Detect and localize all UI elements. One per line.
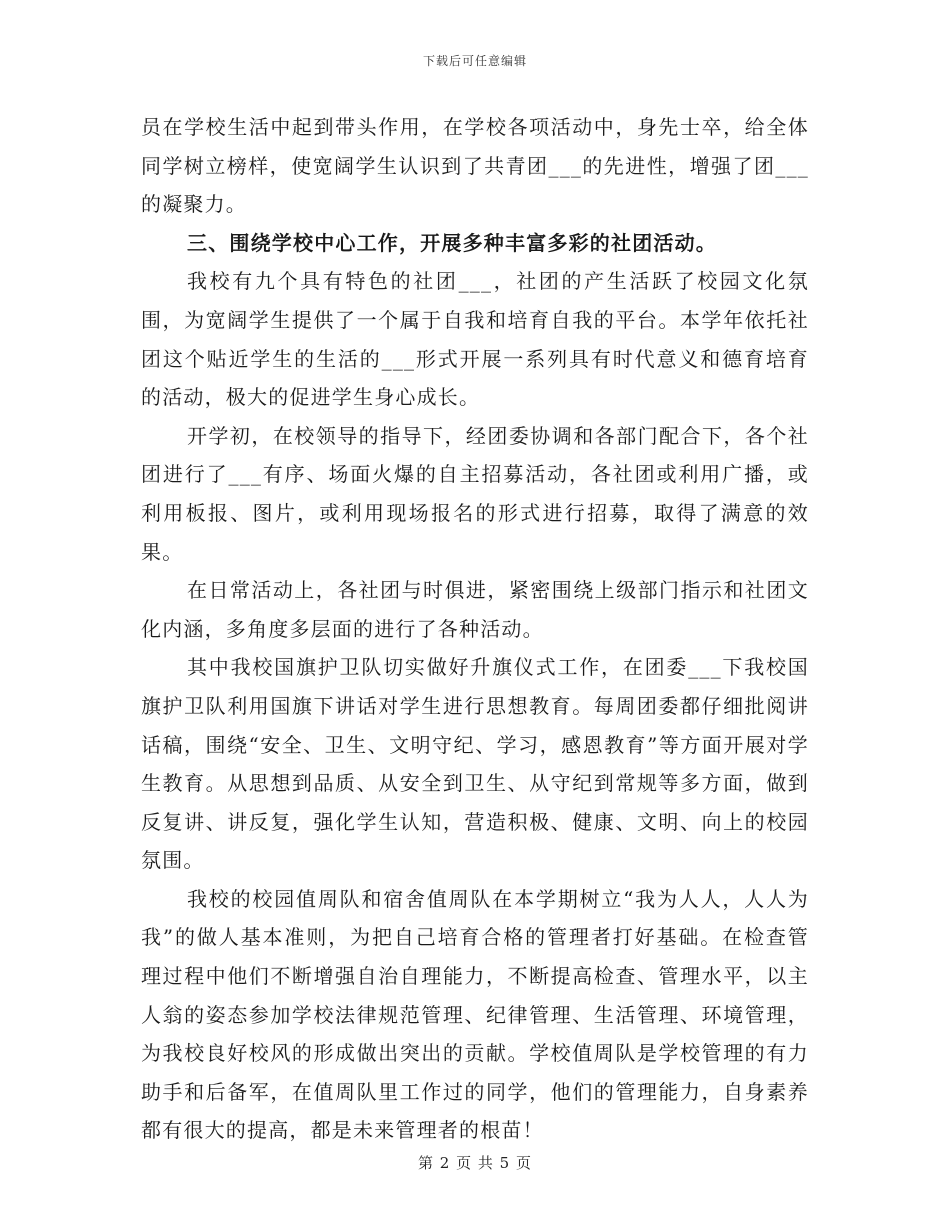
paragraph-recruitment: 开学初，在校领导的指导下，经团委协调和各部门配合下，各个社团进行了___有序、场面火爆的自主招募活动，各社团或利用广播，或利用板报、图片，或利用现场报名的形式进行招募，取得了满意的效果。 xyxy=(141,423,809,564)
document-body xyxy=(141,108,809,1150)
section-heading-3: 三、围绕学校中心工作，开展多种丰富多彩的社团活动。 xyxy=(187,230,717,255)
paragraph-clubs-intro: 我校有九个具有特色的社团___，社团的产生活跃了校园文化氛围，为宽阔学生提供了一个属于自我和培育自我的平台。本学年依托社团这个贴近学生的生活的___形式开展一系列具有时代意义和德育培育的活动，极大的促进学生身心成长。 xyxy=(141,269,809,410)
page-number-footer: 第 2 页 共 5 页 xyxy=(418,1154,532,1172)
paragraph-flag-guard: 其中我校国旗护卫队切实做好升旗仪式工作，在团委___下我校国旗护卫队利用国旗下讲话对学生进行思想教育。每周团委都仔细批阅讲话稿，围绕“安全、卫生、文明守纪、学习，感恩教育”等方面开展对学生教育。从思想到品质、从安全到卫生、从守纪到常规等多方面，做到反复讲、讲反复，强化学生认知，营造积极、健康、文明、向上的校园氛围。 xyxy=(141,655,809,873)
paragraph-duty-team: 我校的校园值周队和宿舍值周队在本学期树立“我为人人，人人为我”的做人基本准则，为把自己培育合格的管理者打好基础。在检查管理过程中他们不断增强自治自理能力，不断提高检查、管理水平，以主人翁的姿态参加学校法律规范管理、纪律管理、生活管理、环境管理，为我校良好校风的形成做出突出的贡献。学校值周队是学校管理的有力助手和后备军，在值周队里工作过的同学，他们的管理能力，自身素养都有很大的提高，都是未来管理者的根苗！ xyxy=(141,886,809,1143)
paragraph-daily-activities: 在日常活动上，各社团与时俱进，紧密围绕上级部门指示和社团文化内涵，多角度多层面的进行了各种活动。 xyxy=(141,578,809,641)
page-header-note: 下载后可任意编辑 xyxy=(422,54,527,68)
paragraph-continuation: 员在学校生活中起到带头作用，在学校各项活动中，身先士卒，给全体同学树立榜样，使宽阔学生认识到了共青团___的先进性，增强了团___的凝聚力。 xyxy=(141,115,809,217)
